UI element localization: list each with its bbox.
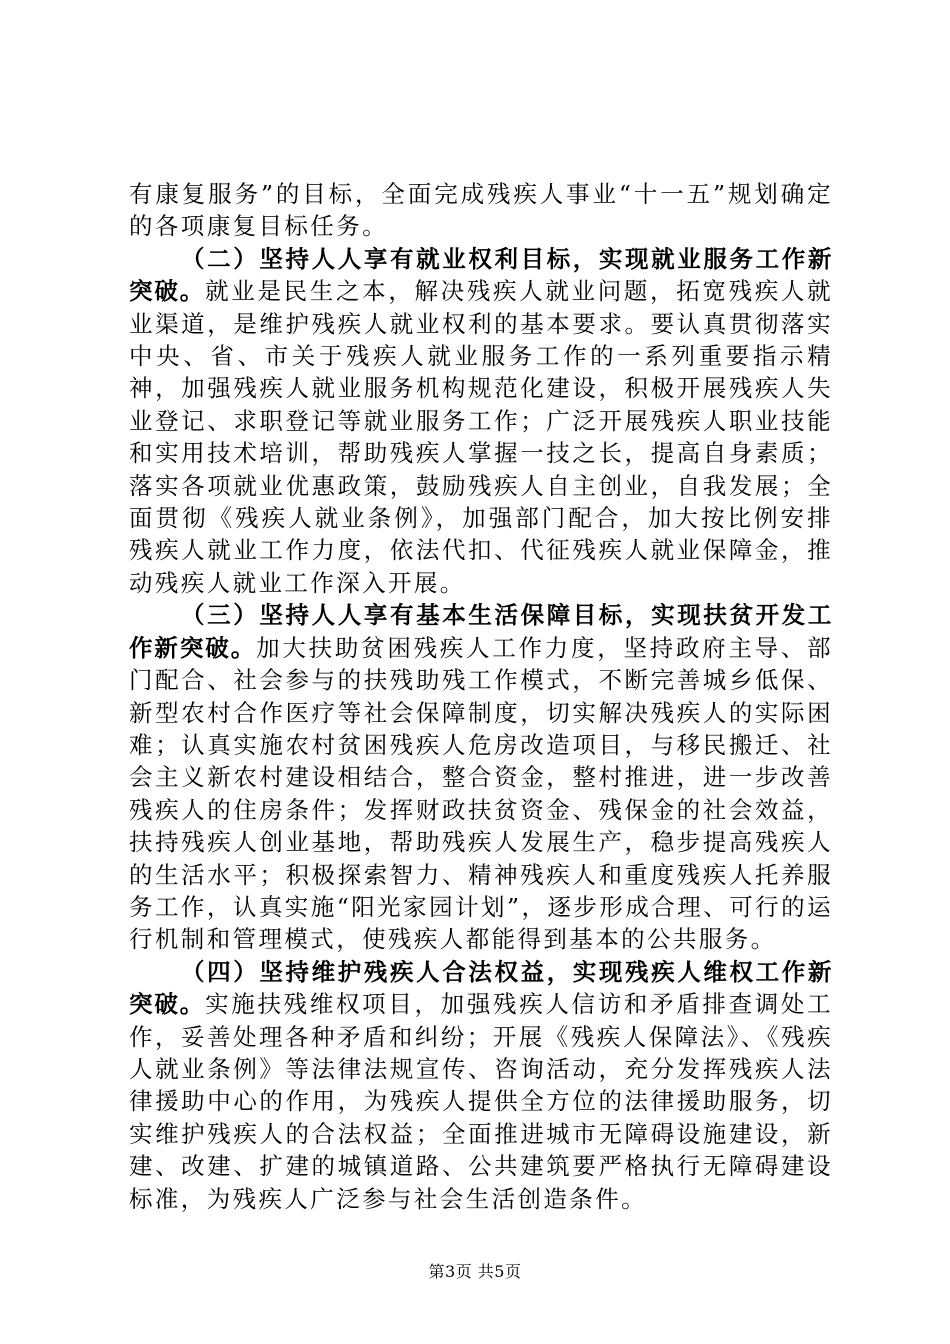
section-text-rights-protection: 实施扶残维权项目，加强残疾人信访和矛盾排查调处工作，妥善处理各种矛盾和纠纷；开展《残疾人保障法》、《残疾人就业条例》等法律法规宣传、咨询活动，充分发挥残疾人法律援助中心的作用，为残疾人提供全方位的法律援助服务，切实维护残疾人的合法权益；全面推进城市无障碍设施建设，新建、改建、扩建的城镇道路、公共建筑要严格执行无障碍建设标准，为残疾人广泛参与社会生活创造条件。 [129,990,833,1213]
section-heading-living-security: （三）坚持人人享有基本生活保障目标，实现扶贫开发工作新突破。 [129,601,833,662]
intro-paragraph: 有康复服务”的目标，全面完成残疾人事业“十一五”规划确定的各项康复目标任务。 [129,180,833,241]
section-heading-rights-protection: （四）坚持维护残疾人合法权益，实现残疾人维权工作新突破。 [129,957,833,1019]
section-paragraph-living-security [129,599,833,955]
section-text-living-security: 加大扶助贫困残疾人工作力度，坚持政府主导、部门配合、社会参与的扶残助残工作模式，不断完善城乡低保、新型农村合作医疗等社会保障制度，切实解决残疾人的实际困难；认真实施农村贫困残疾人危房改造项目，与移民搬迁、社会主义新农村建设相结合，整合资金，整村推进，进一步改善残疾人的住房条件；发挥财政扶贫资金、残保金的社会效益，扶持残疾人创业基地，帮助残疾人发展生产，稳步提高残疾人的生活水平；积极探索智力、精神残疾人和重度残疾人托养服务工作，认真实施“阳光家园计划”，逐步形成合理、可行的运行机制和管理模式，使残疾人都能得到基本的公共服务。 [129,633,833,954]
section-heading-employment: （二）坚持人人享有就业权利目标，实现就业服务工作新突破。 [129,244,833,306]
section-paragraph-rights-protection [129,956,833,1215]
page-number-footer: 第3页 共5页 [428,1262,522,1281]
section-paragraph-employment [129,243,833,599]
document-body [129,178,833,1215]
section-text-employment: 就业是民生之本，解决残疾人就业问题，拓宽残疾人就业渠道，是维护残疾人就业权利的基本要求。要认真贯彻落实中央、省、市关于残疾人就业服务工作的一系列重要指示精神，加强残疾人就业服务机构规范化建设，积极开展残疾人失业登记、求职登记等就业服务工作；广泛开展残疾人职业技能和实用技术培训，帮助残疾人掌握一技之长，提高自身素质；落实各项就业优惠政策，鼓励残疾人自主创业，自我发展；全面贯彻《残疾人就业条例》，加强部门配合，加大按比例安排残疾人就业工作力度，依法代扣、代征残疾人就业保障金，推动残疾人就业工作深入开展。 [129,277,833,597]
